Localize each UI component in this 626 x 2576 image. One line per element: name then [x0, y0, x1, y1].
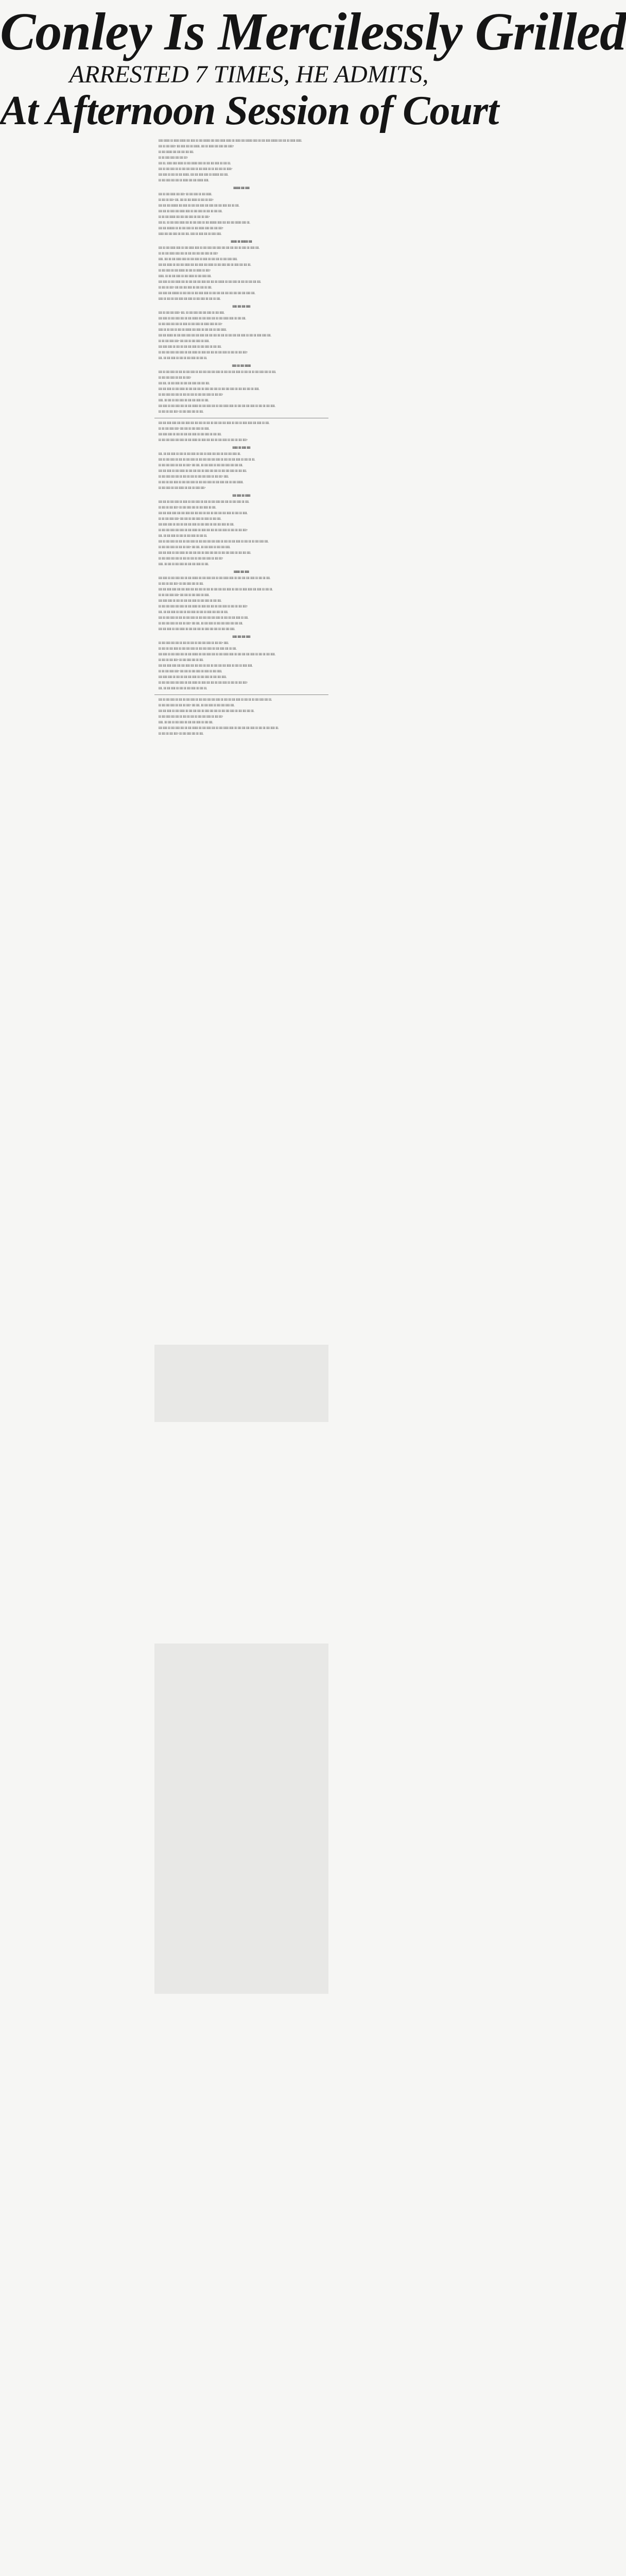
subhead-7: lllllll llll lllll: [234, 571, 249, 574]
subhead-3: lllll llll llll lllll: [232, 306, 251, 309]
headline-deck: At Afternoon Session of Court: [0, 88, 499, 133]
subhead-1: llllllll llll lllll: [233, 187, 250, 190]
article-column: lllll lllllll lll llllll lllllll llll lllll lll llll llllllll llll lllll llllll llllll lll llllll llll llllllll lllll lll llll lllll llllllll llll llll lll llllll llllll. llll lll llll lllll? llll lllll llll lll lllllll. llll lll llllll llll lllll llll lllll? lll llll lllllll llll llll llll llll llll. lll lll lllll lllll llll llll lll? llll lll. llllll lllll llllll lll llll lllllll lllll lll llll llll lllll lll llll lll. llll lll llll lllll lll lll llll llll lllll lll llll lllll lll lll llll llll lll lllll? llll lllll lll llll lll llll lllllll. llll llll lllll lllll lll llllllll llll llll. lll llll lllll llll llll lll llllll llll llll lllllll lllll. llllllll llll lllll llll lll llll llllll llll llll? lll llll lllll lll llll llllll. lll llll lll llll? llll. llll lll llll llllll lll llll lll llll? llll llll llll llllllll llll lllll lll llll llll lllll llll lllll llll llll lllll llll lll llll. llll llll lll lllll llll llllll lllll lll llll lllll lll llll lll llll llll. lll lll llll lllllll llll llll llll lllll lll llll lll llll? llll lll. lll llll lllll llllll llll lll llll lllll lll llll llllllll lllll llll llll llll lllllll lllll lll. llll llll lllllllll lll lll llll lllll lll llll llllll lllll llll llll llll? llllll llll llll lllll lll llll llll. lllll lll lllll llll lll lllll lllll. lllllll lll llllllll llll llll lll llll llllll lllll lll llll llllll lllll lll llll lllll llll lllll llll llll llll llll lll lllll lll lllll llll. lll lll llll llllll lllll llll lll llll llll llll llll lllll lll llll? lllll. llll lll llll llllll lllll lll llll lllll lll lllll lll llll llll lll llll lllll lllll. llll llll llllll lll llll llll llllll llll llll lllll llll llllll lll llll lllll llll lll lllll llll llll lll. lll llll lllll lll llll lllllll lll llll lll llllll lll llll? llllll. lll lll llll lllll lll llll llllll lll llll lllll llll. llll lllll lll llll llllll llll lll llll llll llll lllll llll llll lll lllllll lll llll lllll lll llll lll llll llll llll. lll llll lll llll? llll llll llll lllll lll llll llll lll llll. llll lllll llll llllllll lll llll llll lll llll lllll lllll lll llll llll llll llll llll llll llll llll lllll llll. lllll lll llll lll llll lllll llll lllll lll llll lllll lll llll lll llll. lllll llll llll lllll llll lll llll llll lllll? llll. lll llll lllll llll llll lllll lll llll lllll. llll lllll lll llll lllll llll lll llll lllllll lll llll lllll llll lll llll llllll lllll lll llll llll. lll llll lllll llll llll lll lllll lll llll lllll lll llllll lllll lll lll? lllll lll lll llll lll llll lll lllllll llll lllll lll llll llll lll llll llllll. llll llll lllllll lll llll lllll lllll llll llll lllll llll llll llll lll llll lll llll llll llll lllll lll llll lll lllll lllll llll. lll lll llll lllll llll? llll llll lll llll lllll lll lllll. llll lllll lllll lll llll lll llll llll lllll lll llll lllll lll llll llll. lll llll llll lllll llll lllll lll llll llllll lll lllll llll llll lll llll lllll lll llll lll llll llll? llll. lll llll lllll lll llll lll llll lllll lll llll lll. lllll lll llll lllllll llll lll llll lllll lll llll lll llll lllll lll llll llll llll llll lllll lll llll lll llll lllll lll llll lll lll llll lllll llll lll llll. lll llll llll lllll lll llll lll llll? llll llll. lll llll lllll lll llll llll lllll llll llll llll. llll llll lllll lll llll llllll lll llll llll llll lll lllll llll llll lll llll llll lllll lll llll llll llll lll lllll. lll llll lllll llll llll lll llll lll llll lll llll llll lllll lll llll lll? lllll. lll llll lll llll lllll lll llll llll lllll lll llll. llll lllll lll llll lllll llll lll llll lllllll lll llll lllll llll lll llll llllll lllll lll llll llll llll lllll lll llll lll llll lllll. lll llll lll llll llll? lll llll lllll llll lll llll. llll llll lllll lllll llll llll lllll llll llll llll lll llll lll llll llll llll lllll lll llll lll lllll lllll llll lllll lll llll. lll lll llll lllll llll? llll llll lll llll lllll lll lllll. llll lllll lllll lll llll lll llll llll lllll lll llll lllll lll llll llll. lll llll llll lllll llll lllll lll llll llllll lll lllll llll llll lll llll lllll lll llll lll llll llll? llllll lll lllll llll llll. lll llll lllll lll llll lll llll lllll lll llll lll lllll llll llll lll llll llll lllll lll. llll lll llll lllll lll llll lll llll lllll lll llll llll llll llll lllll lll llll lll llll lllll lll llll lll lll. lll llll llll lllll lll llll lll llll? llll llll. lll llll lllll lll llll llll lllll llll llll llll. llll llll lllll lll llll llllll lll llll llll llll lll lllll llll llll lll llll llll lllll lll llll llll. lll llll lllll llll llll lll llll lll llll lll llll llll lllll lll llll lll? lllll. lll llll lll llll lllll lll llll llll lllll lll llll llll lllll lll llll lllll llll lll llll lllllll. lll llll lllll lll llll llllll lll llll lll lllll llll? llll lllll lll llllll llll llll lll llll lllll lll lllll lll llll lllll lll llll lll llll lllll llll llll lll llll lllll lll llll. lll llll lll llll llll? lll llll lllll llll lll llll lllll lll llll. llll llll lllll lllll llll llll lllll llll llll llll lll llll lll llll llll llll lllll lll llll lll lllll. lll lll llll lllll llll? llll llll lll llll lllll lll lllll lll llll llll. llll lllll lllll lll llll lll llll llll lllll lll llll lllll lll llll llll lllll lll llll. lll llll llll lllll llll lllll lll llll llllll lll lllll llll llll lll llll lllll lll llll lll llll llll? llll. lll llll lllll lll llll lll llll lllll lll llll lll. llll lll llll lllll lll llll lll llll lllll lll llll llll llll llll lllll lll llll lll llll lllll lll llll lll lll llll lllll llll. lll llll llll lllll lll llll lll llll? llll llll. lll llll lllll lll llll llll lllll. llll llll lllll lll llll llllll lll llll llll llll lll lllll llll llll lll llll llll lllll lll llll llll llll. lll llll lllll llll llll lll llll lll llll lll llll llll lllll lll llll lll? lllll. lll llll lll llll lllll lll llll llll lllll lll llll. lllllll llll lllll llll lllll lll llll lllll llll lll llll lllllll lll llll lllll llll lll llll llllll lllll lll llll llll llll lllll lll llll lll llll. lll llll lll llll llll? lll llll lllll llll lll llll. llll llll lllll lllll llll llll lllll llll llll llll lll llll lll llll llll llll lllll lll llll lll lllll lllll llll lllll lll llll lll. lll lll llll lllll llll? llll llll lll llll lllll lll lllll. llll lllll lllll lll llll lll llll llll lllll lll llll lllll lll llll llll. lll llll llll lllll llll lllll lll llll llllll lll lllll llll llll lll llll lllll lll llll lll llll llll? llll. lll llll lllll lll llll lll llll lllll lll llll lll lllll llll llll lll llll. llll lll llll lllll lll llll lll llll lllll lll llll llll llll llll lllll lll llll lll llll lllll lll llll. lll llll llll lllll lll llll lll llll? llll llll. lll llll lllll lll llll llll lllll llll llll llll. llll llll lllll lll llll llllll lll llll llll llll lll lllll llll llll lll llll llll lllll. lllll llll llll lllll lll llll lllll llll llll lll llll lll llll lll llll llll lllll lll llll lll? lllll. lll llll lll llll lllll lll llll llll lllll lll llll llll lllll lll llll lllll llll lll llll. llll lllll lll llll lllll llll lll llll lllllll lll llll lllll llll lll llll llllll lllll lll llll llll llll lllll lll llll lll llll lllll. lll llll lll llll llll? lll llll lllll llll lll llll. llll llll lllll lllll llll llll lllll llll llll llll lll llll lll llll llll llll lllll lll llll lll lllll lllll. lll lll llll lllll llll? llll llll lll llll lllll lll lllll lll llll lllll. llll lllll lllll lll llll lll llll llll lllll lll llll lllll lll llll llll lllll. lll llll llll lllll llll lllll lll llll llllll lll lllll llll llll lll llll lllll lll llll lll llll llll? llll. lll llll lllll lll llll lll llll lllll lll llll lll. llll lll llll lllll lll llll lll llll lllll lll llll llll llll llll lllll lll llll lll llll lllll lll llll lll lll llll lllll llll lll. lll llll llll lllll lll llll lll llll? llll llll. lll llll lllll lll llll llll lllll llll. llll llll lllll lll llll llllll lll llll llll llll lll lllll llll llll lll llll llll lllll lll llll llll llll lll. lll llll lllll llll llll lll llll lll llll lll llll llll lllll lll llll lll? lllll. lll llll lll llll lllll lll llll llll lllll lll llll llll. llll lllll lll llll lllll llll lll llll lllllll lll llll lllll llll lll llll llllll lllll lll llll llll llll lllll lll llll lll llll lllll lll. lll llll lll llll llll? lll llll lllll llll lll llll.: [154, 139, 328, 2576]
subhead-2: lllllll lll llllllll llll: [231, 241, 252, 244]
subhead-5: llllll lll lllll llll: [232, 447, 251, 450]
headline-subhead: ARRESTED 7 TIMES, HE ADMITS,: [69, 61, 429, 88]
headline-block: [0, 0, 626, 133]
subhead-6: llll lllll lll llllll: [232, 495, 251, 498]
subhead-8: lllll llll llll lllll: [232, 636, 251, 639]
column-rule-2: [154, 694, 328, 695]
subhead-4: lllll lll llll lllllll: [232, 365, 251, 368]
headline-main: Conley Is Mercilessly Grilled: [0, 2, 626, 61]
